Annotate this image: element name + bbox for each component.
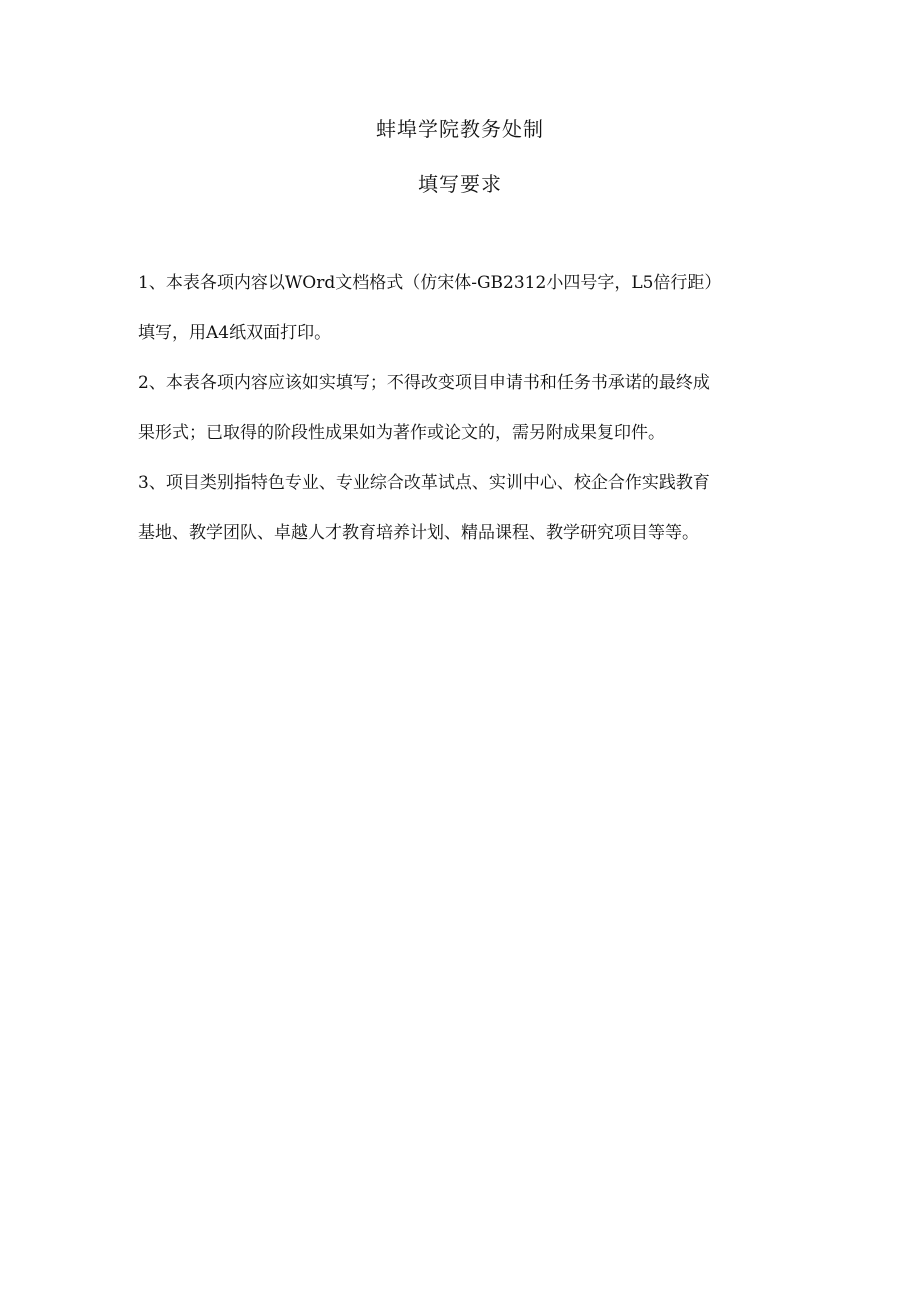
requirement-line: 果形式；已取得的阶段性成果如为著作或论文的，需另附成果复印件。 — [138, 423, 665, 443]
requirement-item-1 — [138, 258, 838, 358]
requirement-line: 2、本表各项内容应该如实填写；不得改变项目申请书和任务书承诺的最终成 — [138, 373, 710, 393]
requirement-item-3 — [138, 458, 838, 558]
requirement-line: 1、本表各项内容以WOrd文档格式（仿宋体-GB2312小四号字，L5倍行距） — [138, 273, 722, 293]
org-title: 蚌埠学院教务处制 — [376, 117, 544, 141]
requirement-line: 3、项目类别指特色专业、专业综合改革试点、实训中心、校企合作实践教育 — [138, 473, 710, 493]
requirements-list — [138, 258, 838, 558]
requirement-line: 填写，用A4纸双面打印。 — [138, 323, 332, 343]
requirement-item-2 — [138, 358, 838, 458]
requirement-line: 基地、教学团队、卓越人才教育培养计划、精品课程、教学研究项目等等。 — [138, 523, 699, 543]
section-title: 填写要求 — [418, 172, 502, 196]
